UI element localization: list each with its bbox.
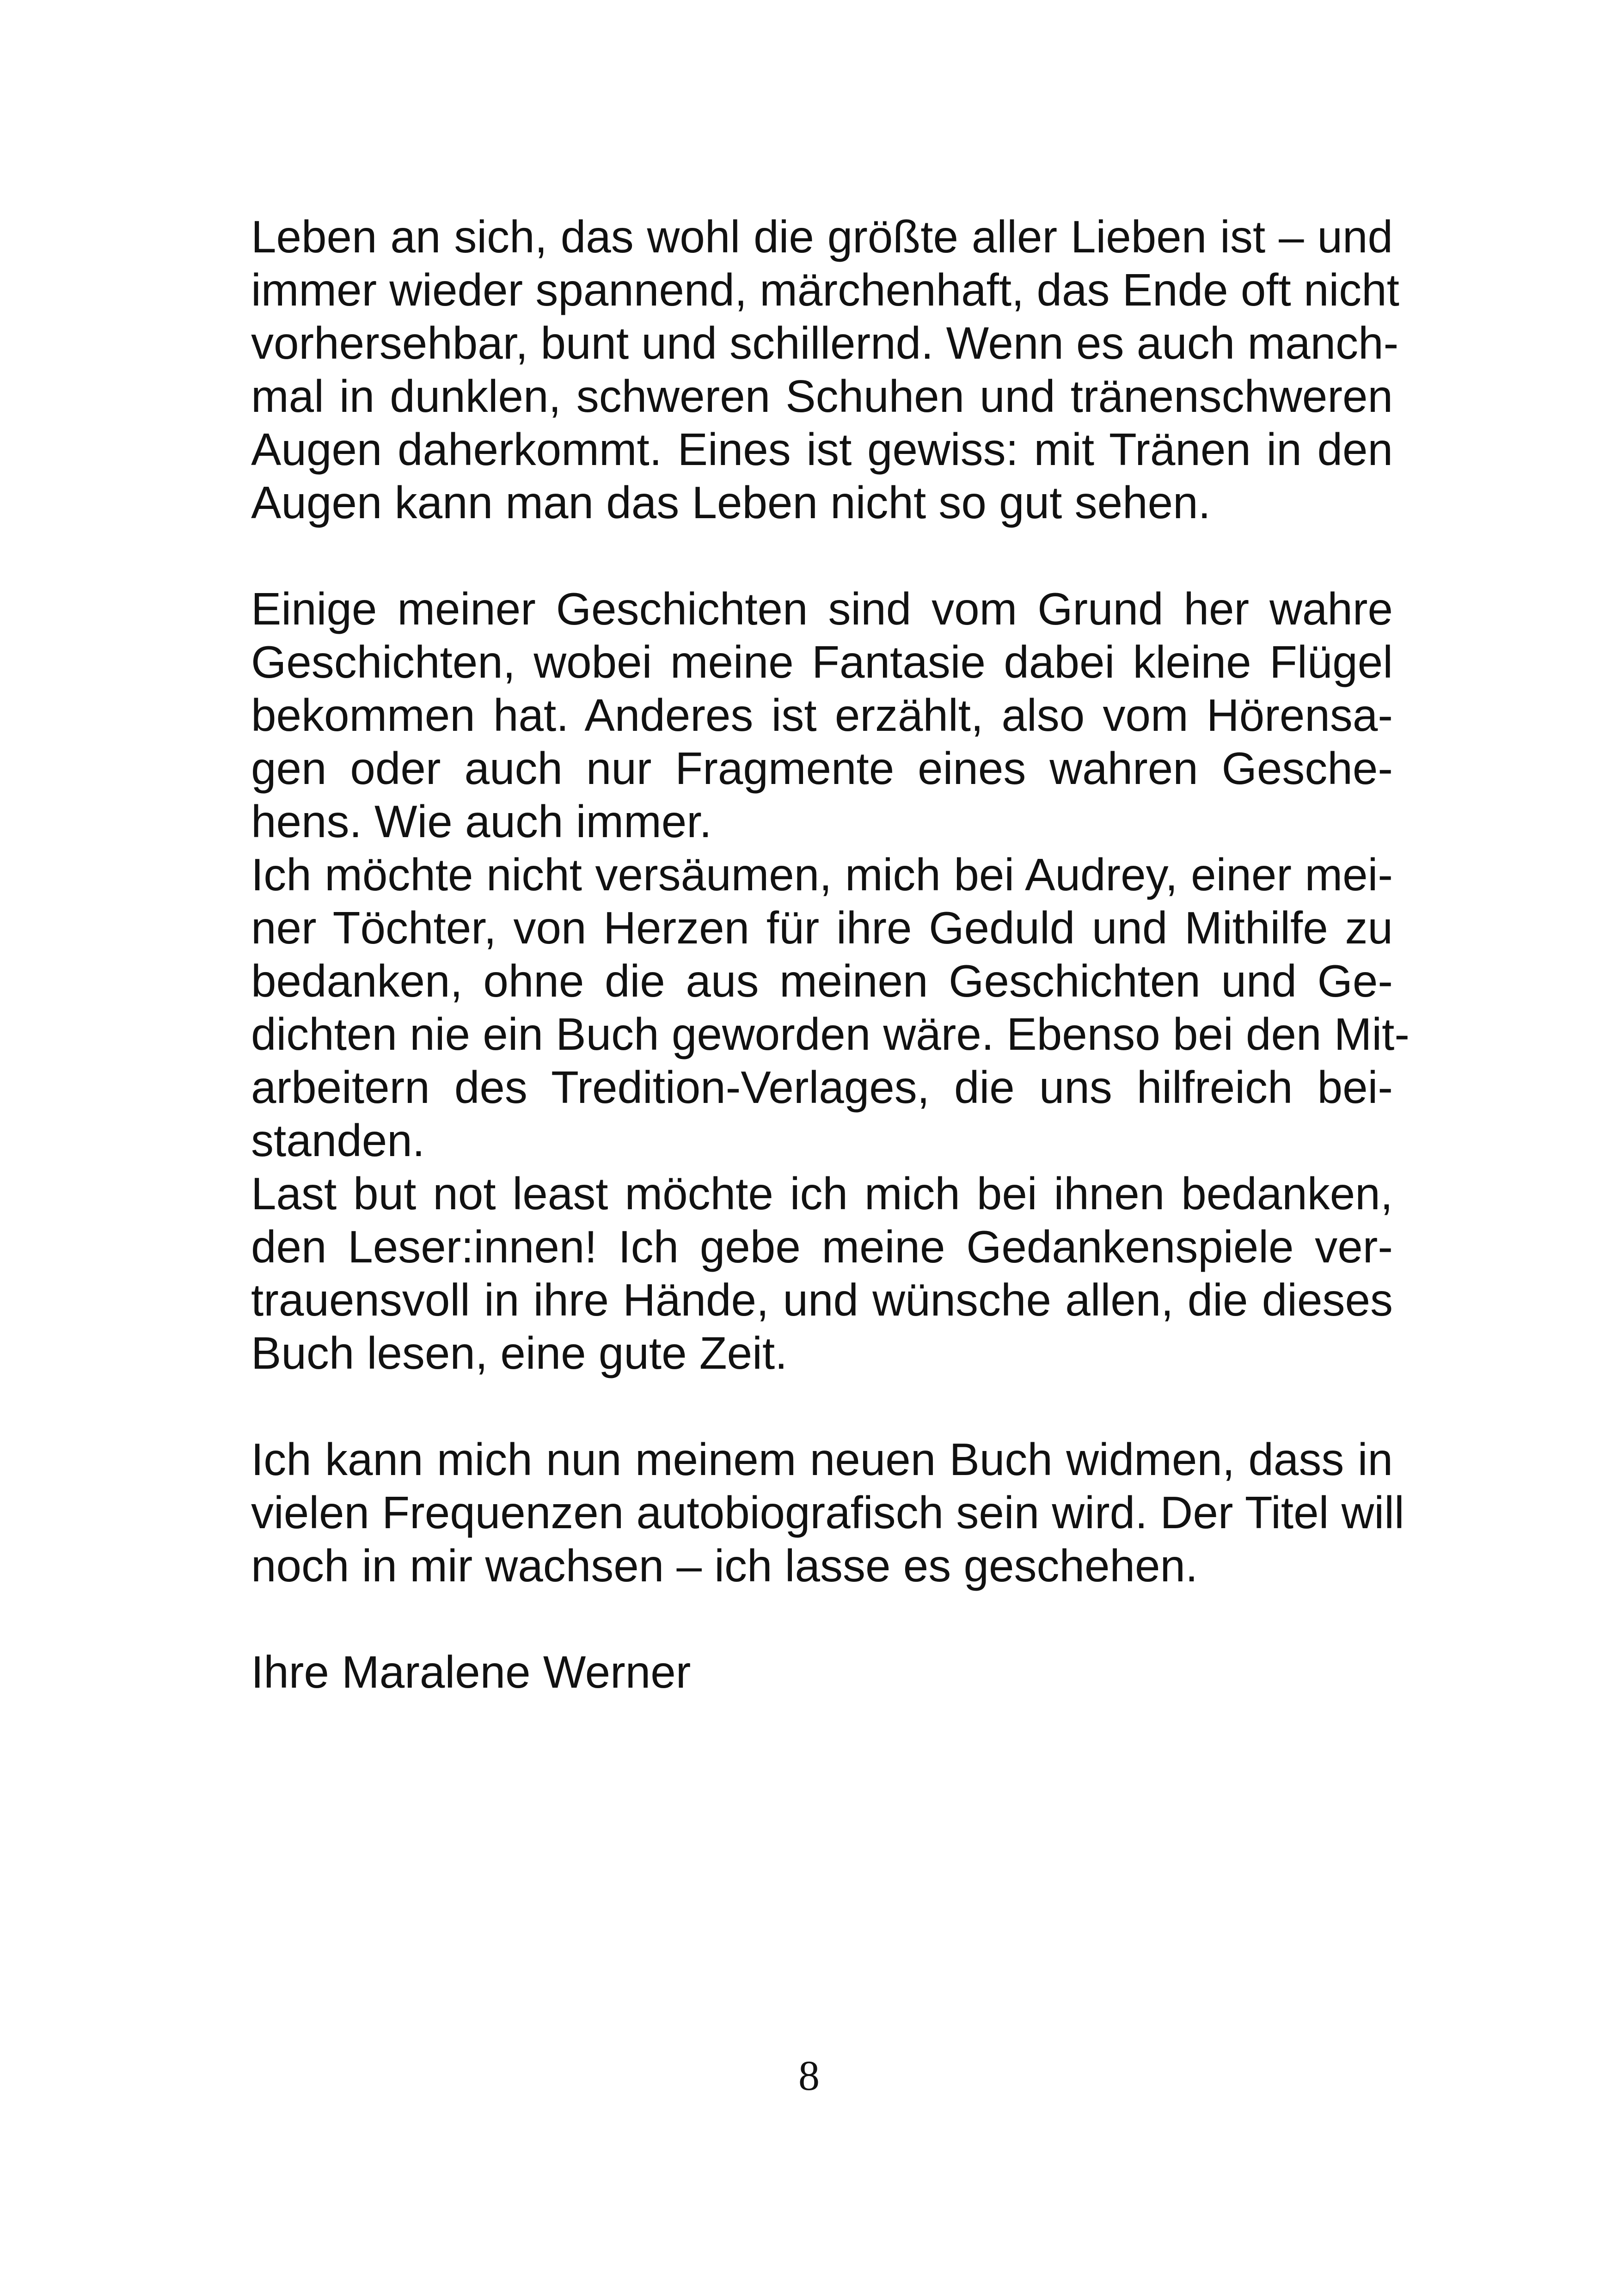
text-line: Augen daherkommt. Eines ist gewiss: mit Tränen in den	[251, 424, 1393, 475]
text-line: immer wieder spannend, märchenhaft, das Ende oft nicht	[251, 264, 1400, 315]
paragraph-spacer	[251, 529, 1393, 582]
text-line: mal in dunklen, schweren Schuhen und tränenschweren	[251, 371, 1393, 422]
text-line: arbeitern des Tredition-Verlages, die uns hilfreich bei-	[251, 1062, 1393, 1113]
paragraph-spacer	[251, 1380, 1393, 1433]
page-number: 8	[798, 2052, 820, 2099]
text-line: Buch lesen, eine gute Zeit.	[251, 1328, 788, 1378]
text-line: Leben an sich, das wohl die größte aller Lieben ist – und	[251, 211, 1393, 262]
text-line: den Leser:innen! Ich gebe meine Gedankenspiele ver-	[251, 1221, 1393, 1272]
paragraph-life	[251, 210, 1400, 529]
text-line: vielen Frequenzen autobiografisch sein wird. Der Titel will	[251, 1487, 1404, 1538]
body-text	[251, 210, 1410, 1699]
text-line: Ich kann mich nun meinem neuen Buch widmen, dass in	[251, 1434, 1393, 1485]
paragraph-thanks-audrey	[251, 848, 1410, 1167]
text-line: dichten nie ein Buch geworden wäre. Ebenso bei den Mit-	[251, 1009, 1410, 1059]
paragraph-thanks-readers	[251, 1167, 1393, 1380]
text-line: Ihre Maralene Werner	[251, 1647, 691, 1697]
text-line: Augen kann man das Leben nicht so gut sehen.	[251, 477, 1211, 528]
text-line: gen oder auch nur Fragmente eines wahren Gesche-	[251, 743, 1393, 794]
text-line: bedanken, ohne die aus meinen Geschichten und Ge-	[251, 955, 1393, 1006]
text-line: bekommen hat. Anderes ist erzählt, also vom Hörensa-	[251, 690, 1393, 741]
text-line: noch in mir wachsen – ich lasse es geschehen.	[251, 1540, 1198, 1591]
text-line: trauensvoll in ihre Hände, und wünsche allen, die dieses	[251, 1274, 1393, 1325]
paragraph-stories	[251, 582, 1393, 848]
text-line: hens. Wie auch immer.	[251, 796, 712, 847]
text-line: Geschichten, wobei meine Fantasie dabei kleine Flügel	[251, 637, 1393, 687]
signature	[251, 1646, 1393, 1699]
text-line: ner Töchter, von Herzen für ihre Geduld und Mithilfe zu	[251, 902, 1393, 953]
paragraph-spacer	[251, 1592, 1393, 1646]
text-line: Last but not least möchte ich mich bei ihnen bedanken,	[251, 1168, 1393, 1219]
text-line: Einige meiner Geschichten sind vom Grund her wahre	[251, 583, 1393, 634]
text-line: Ich möchte nicht versäumen, mich bei Audrey, einer mei-	[251, 849, 1393, 900]
text-line: standen.	[251, 1115, 425, 1166]
paragraph-new-book	[251, 1433, 1404, 1592]
text-line: vorhersehbar, bunt und schillernd. Wenn es auch manch-	[251, 318, 1399, 368]
